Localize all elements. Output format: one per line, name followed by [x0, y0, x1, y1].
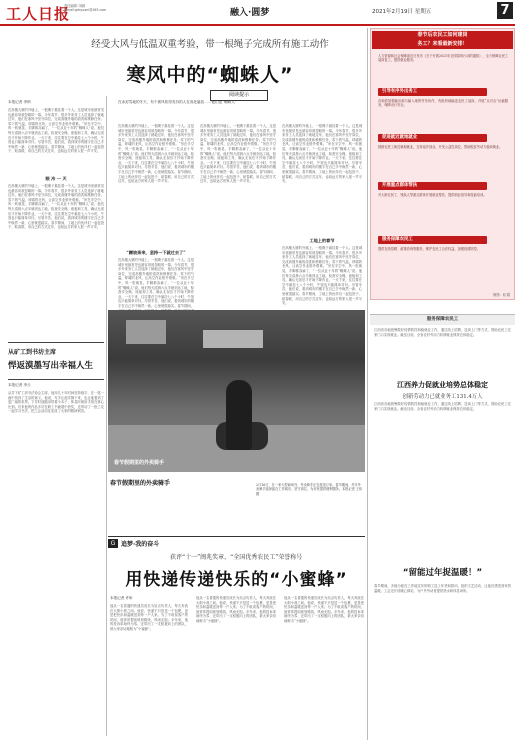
- newspaper-logo: 工人日报: [6, 5, 71, 23]
- sidebar-para-2: 鼓励农民工就近就地就业，支持返乡创业，开发公益性岗位，帮助脱贫劳动力稳岗就业。: [378, 145, 503, 149]
- sidebar-mid-subhead: 创新劳动力已就业务工131.4万人: [402, 394, 483, 400]
- issue-date: 2021年2月19日 星期五: [372, 9, 432, 15]
- left-feature-byline: 本报记者 李丘: [8, 383, 31, 387]
- bottom-body-col2: 他从一名普通的快递员成长为站点负责人，每天奔波在大街小巷之间。他说，快递不只是送一个包裹，更是把快乐和温暖送到每一户人家。为了不耽误客户的时间，他常常提前规划路线，风雨无阻。多年来，他的投诉率始终为零，还带出了一支积极向上的团队，被大家亲切地称为“小蜜蜂”。: [196, 596, 276, 623]
- lead-body-col3: 在高楼大厦的外墙上，一根绳子悬挂着一个人。这是城市里最常见也最容易被忽略的一幕。今年春节，很多外来务工人员选择了就地过年，他们在寒风中坚守岗位，完成高楼外墙的清洗和维修任务。零下的气温，呼啸的北风，让高空作业格外艰难。“吊在半空中，风一吹就晃，手脚都冻麻了，”一位从业十年的“蜘蛛人”说。他们每天清晨六点半就到达工地，检查安全绳、座板和工具，确认无误后才开始下降作业。一天下来，往往要在空中悬挂七八个小时，午饭也只能简单对付。尽管辛苦，他们说，看到城市的楼宇在自己手中焕然一新，心里就很踏实。春节期间，工地上的伙伴们一起包饺子、贴春联，用自己的方式过年，也给远方的家人报一声平安。: [200, 124, 276, 184]
- lead-subhead-2: “蹭坡奔来，坚持一下就过去了”: [126, 250, 186, 255]
- editor-name: 责任编辑:·刘颖: [64, 4, 86, 8]
- bottom-body-col1: 他从一名普通的快递员成长为站点负责人，每天奔波在大街小巷之间。他说，快递不只是送一个包裹，更是把快乐和温暖送到每一户人家。为了不耽误客户的时间，他常常提前规划路线，风雨无阻。多年来，他的投诉率始终为零，还带出了一支积极向上的团队，被大家亲切地称为“小蜜蜂”。: [110, 604, 188, 631]
- section-title: 融入·圆梦: [230, 8, 270, 18]
- sidebar-intro: 人力资源和社会保障部近日发布《关于开展2021年全国春风行动的通知》，全力保障农民工返岗复工，提供就业服务。: [378, 54, 508, 63]
- lead-body-col4a: 在高楼大厦的外墙上，一根绳子悬挂着一个人。这是城市里最常见也最容易被忽略的一幕。今年春节，很多外来务工人员选择了就地过年，他们在寒风中坚守岗位，完成高楼外墙的清洗和维修任务。零下的气温，呼啸的北风，让高空作业格外艰难。“吊在半空中，风一吹就晃，手脚都冻麻了，”一位从业十年的“蜘蛛人”说。他们每天清晨六点半就到达工地，检查安全绳、座板和工具，确认无误后才开始下降作业。一天下来，往往要在空中悬挂七八个小时，午饭也只能简单对付。尽管辛苦，他们说，看到城市的楼宇在自己手中焕然一新，心里就很踏实。春节期间，工地上的伙伴们一起包饺子、贴春联，用自己的方式过年，也给远方的家人报一声平安。: [282, 124, 362, 184]
- column-rule: [106, 96, 107, 736]
- sidebar-para-3: 对大龄农民工、残疾人等重点群体开展就业帮扶，提供职业指导和技能培训。: [378, 193, 487, 197]
- sidebar-bottom-body: 春节期间，多地为留在工作地过年的职工送上年货和慰问，组织文艺活动，让他们感受到家的温暖。工会还开设暖心驿站，为户外劳动者提供热水和休息场所。: [374, 584, 511, 593]
- photo-overlay-title: 春节假期里的外卖骑手: [114, 460, 165, 466]
- sidebar-news-brief: 江西省各地统筹做好疫情防控和稳就业工作，通过线上招聘、送岗上门等方式，帮助农民工在家门口实现就业。截至目前，全省农村劳动力转移就业保持总体稳定。: [374, 328, 511, 337]
- column-rule: [367, 28, 368, 740]
- page-number: 7: [497, 2, 513, 19]
- sidebar-banner-line1: 春节后农民工如何建岗: [372, 31, 513, 40]
- sidebar-banner-line2: 务工？来看最新安排！: [372, 40, 513, 49]
- sidebar-graphic-credit: 制图：何 娟: [493, 293, 510, 297]
- left-feature-kicker: 从矿工到书坊主席: [8, 349, 57, 356]
- sidebar-bottom-headline: “留能过年捉温暖！”: [402, 568, 483, 578]
- shop-window: [203, 330, 263, 348]
- bottom-body-col3: 他从一名普通的快递员成长为站点负责人，每天奔波在大街小巷之间。他说，快递不只是送一个包裹，更是把快乐和温暖送到每一户人家。为了不耽误客户的时间，他常常提前规划路线，风雨无阻。多年来，他的投诉率始终为零，还带出了一支积极向上的团队，被大家亲切地称为“小蜜蜂”。: [284, 596, 364, 623]
- photo-title: 春节假期里的外卖骑手: [110, 480, 171, 487]
- delivery-rider: [226, 380, 252, 450]
- sidebar-pill-2: 促进就近就地就业: [378, 134, 487, 142]
- sidebar-pill-1: 引导有序外出务工: [378, 88, 487, 96]
- sidebar-pill-3: 开展重点群体帮扶: [378, 182, 487, 190]
- left-feature-headline: 悍返漠墨写出幸福人生: [8, 361, 94, 371]
- lead-headline: 寒风中的“蜘蛛人”: [126, 64, 294, 86]
- bottom-column-bar: [108, 536, 365, 549]
- news-photo: [108, 310, 365, 472]
- lead-body-col4b: 在高楼大厦的外墙上，一根绳子悬挂着一个人。这是城市里最常见也最容易被忽略的一幕。今年春节，很多外来务工人员选择了就地过年，他们在寒风中坚守岗位，完成高楼外墙的清洗和维修任务。零下的气温，呼啸的北风，让高空作业格外艰难。“吊在半空中，风一吹就晃，手脚都冻麻了，”一位从业十年的“蜘蛛人”说。他们每天清晨六点半就到达工地，检查安全绳、座板和工具，确认无误后才开始下降作业。一天下来，往往要在空中悬挂七八个小时，午饭也只能简单对付。尽管辛苦，他们说，看到城市的楼宇在自己手中焕然一新，心里就很踏实。春节期间，工地上的伙伴们一起包饺子、贴春联，用自己的方式过年，也给远方的家人报一声平安。: [282, 246, 362, 306]
- editor-info: [64, 4, 106, 12]
- sidebar-section-header: 服务保障农民工: [370, 314, 515, 325]
- lead-body-col2a: 在高楼大厦的外墙上，一根绳子悬挂着一个人。这是城市里最常见也最容易被忽略的一幕。今年春节，很多外来务工人员选择了就地过年，他们在寒风中坚守岗位，完成高楼外墙的清洗和维修任务。零下的气温，呼啸的北风，让高空作业格外艰难。“吊在半空中，风一吹就晃，手脚都冻麻了，”一位从业十年的“蜘蛛人”说。他们每天清晨六点半就到达工地，检查安全绳、座板和工具，确认无误后才开始下降作业。一天下来，往往要在空中悬挂七八个小时，午饭也只能简单对付。尽管辛苦，他们说，看到城市的楼宇在自己手中焕然一新，心里就很踏实。春节期间，工地上的伙伴们一起包饺子、贴春联，用自己的方式过年，也给远方的家人报一声平安。: [118, 124, 194, 184]
- left-feature-body: 从井下矿工到书法协会主席，他用几十年时间坚持练字，在一笔一画中找到了生活的意义。他说，写字让他安静下来，也让他看到了更广阔的世界。下井时他随身带着小本子，休息时就用手指在掌心比划。后来他的作品多次在职工书画展中获奖，还带动了一批工友一起学习书法，把工会活动室变成了大家的精神家园。: [8, 391, 104, 414]
- sidebar-mid-body: 江西省各地统筹做好疫情防控和稳就业工作，通过线上招聘、送岗上门等方式，帮助农民工在家门口实现就业。截至目前，全省农村劳动力转移就业保持总体稳定。: [374, 402, 511, 411]
- editor-email: E-mail:grbyuanl@163.com: [64, 8, 107, 12]
- column-tag: G: [108, 539, 118, 548]
- lead-subhead-1: 眼 冷 一 天: [45, 176, 67, 181]
- column-label: 追梦·我的奋斗: [121, 541, 160, 548]
- bottom-kicker: 获评“十一”闽兆奖章，“全国优秀农民工”荣誉称号: [170, 554, 303, 561]
- sidebar-pill-4: 服务保障农民工: [378, 236, 487, 244]
- shop-window: [126, 320, 166, 344]
- lead-kicker: 经受大风与低温双重考验，带一根绳子完成所有施工动作: [91, 39, 329, 50]
- reading-tip-tag: 阅读提示: [210, 90, 268, 101]
- sidebar-mid-headline: 江西养力促就业培势总体稳定: [397, 381, 488, 389]
- lead-lede: 在冰封雪地的冬天，有个被风吹得发抖的人在高处悬挂……他们是“蜘蛛人”: [118, 100, 237, 104]
- lead-body-col1b: 在高楼大厦的外墙上，一根绳子悬挂着一个人。这是城市里最常见也最容易被忽略的一幕。今年春节，很多外来务工人员选择了就地过年，他们在寒风中坚守岗位，完成高楼外墙的清洗和维修任务。零下的气温，呼啸的北风，让高空作业格外艰难。“吊在半空中，风一吹就晃，手脚都冻麻了，”一位从业十年的“蜘蛛人”说。他们每天清晨六点半就到达工地，检查安全绳、座板和工具，确认无误后才开始下降作业。一天下来，往往要在空中悬挂七八个小时，午饭也只能简单对付。尽管辛苦，他们说，看到城市的楼宇在自己手中焕然一新，心里就很踏实。春节期间，工地上的伙伴们一起包饺子、贴春联，用自己的方式过年，也给远方的家人报一声平安。: [8, 184, 104, 230]
- bottom-headline: 用快递传递快乐的“小蜜蜂”: [125, 570, 348, 590]
- lead-byline: 本报记者 李纳: [8, 100, 31, 104]
- lead-subhead-3: 工地上的春节: [309, 238, 335, 243]
- lead-body-col1a: 在高楼大厦的外墙上，一根绳子悬挂着一个人。这是城市里最常见也最容易被忽略的一幕。今年春节，很多外来务工人员选择了就地过年，他们在寒风中坚守岗位，完成高楼外墙的清洗和维修任务。零下的气温，呼啸的北风，让高空作业格外艰难。“吊在半空中，风一吹就晃，手脚都冻麻了，”一位从业十年的“蜘蛛人”说。他们每天清晨六点半就到达工地，检查安全绳、座板和工具，确认无误后才开始下降作业。一天下来，往往要在空中悬挂七八个小时，午饭也只能简单对付。尽管辛苦，他们说，看到城市的楼宇在自己手中焕然一新，心里就很踏实。春节期间，工地上的伙伴们一起包饺子、贴春联，用自己的方式过年，也给远方的家人报一声平安。: [8, 108, 104, 154]
- bottom-byline: 本报记者 许昕: [110, 596, 133, 600]
- sidebar-para-1: 各地将加强输出地与输入地的劳务协作，有组织地输送农民工返岗，开展“点对点”运输服务，保障出行安全。: [378, 99, 508, 108]
- photo-caption: 2月16日，在一家大型商场外，外卖骑手正在派送订单。春节期间，许多外卖骑手选择留在工作城市，坚守岗位，为市民提供便利服务。本报记者 王伟 摄: [256, 483, 363, 496]
- lead-body-col2b: 在高楼大厦的外墙上，一根绳子悬挂着一个人。这是城市里最常见也最容易被忽略的一幕。今年春节，很多外来务工人员选择了就地过年，他们在寒风中坚守岗位，完成高楼外墙的清洗和维修任务。零下的气温，呼啸的北风，让高空作业格外艰难。“吊在半空中，风一吹就晃，手脚都冻麻了，”一位从业十年的“蜘蛛人”说。他们每天清晨六点半就到达工地，检查安全绳、座板和工具，确认无误后才开始下降作业。一天下来，往往要在空中悬挂七八个小时，午饭也只能简单对付。尽管辛苦，他们说，看到城市的楼宇在自己手中焕然一新，心里就很踏实。春节期间，: [118, 258, 194, 308]
- left-feature-title: [8, 342, 104, 380]
- sidebar-para-4: 提供在线招聘、政策咨询等服务，维护农民工合法权益，加强疫情防控。: [378, 247, 480, 251]
